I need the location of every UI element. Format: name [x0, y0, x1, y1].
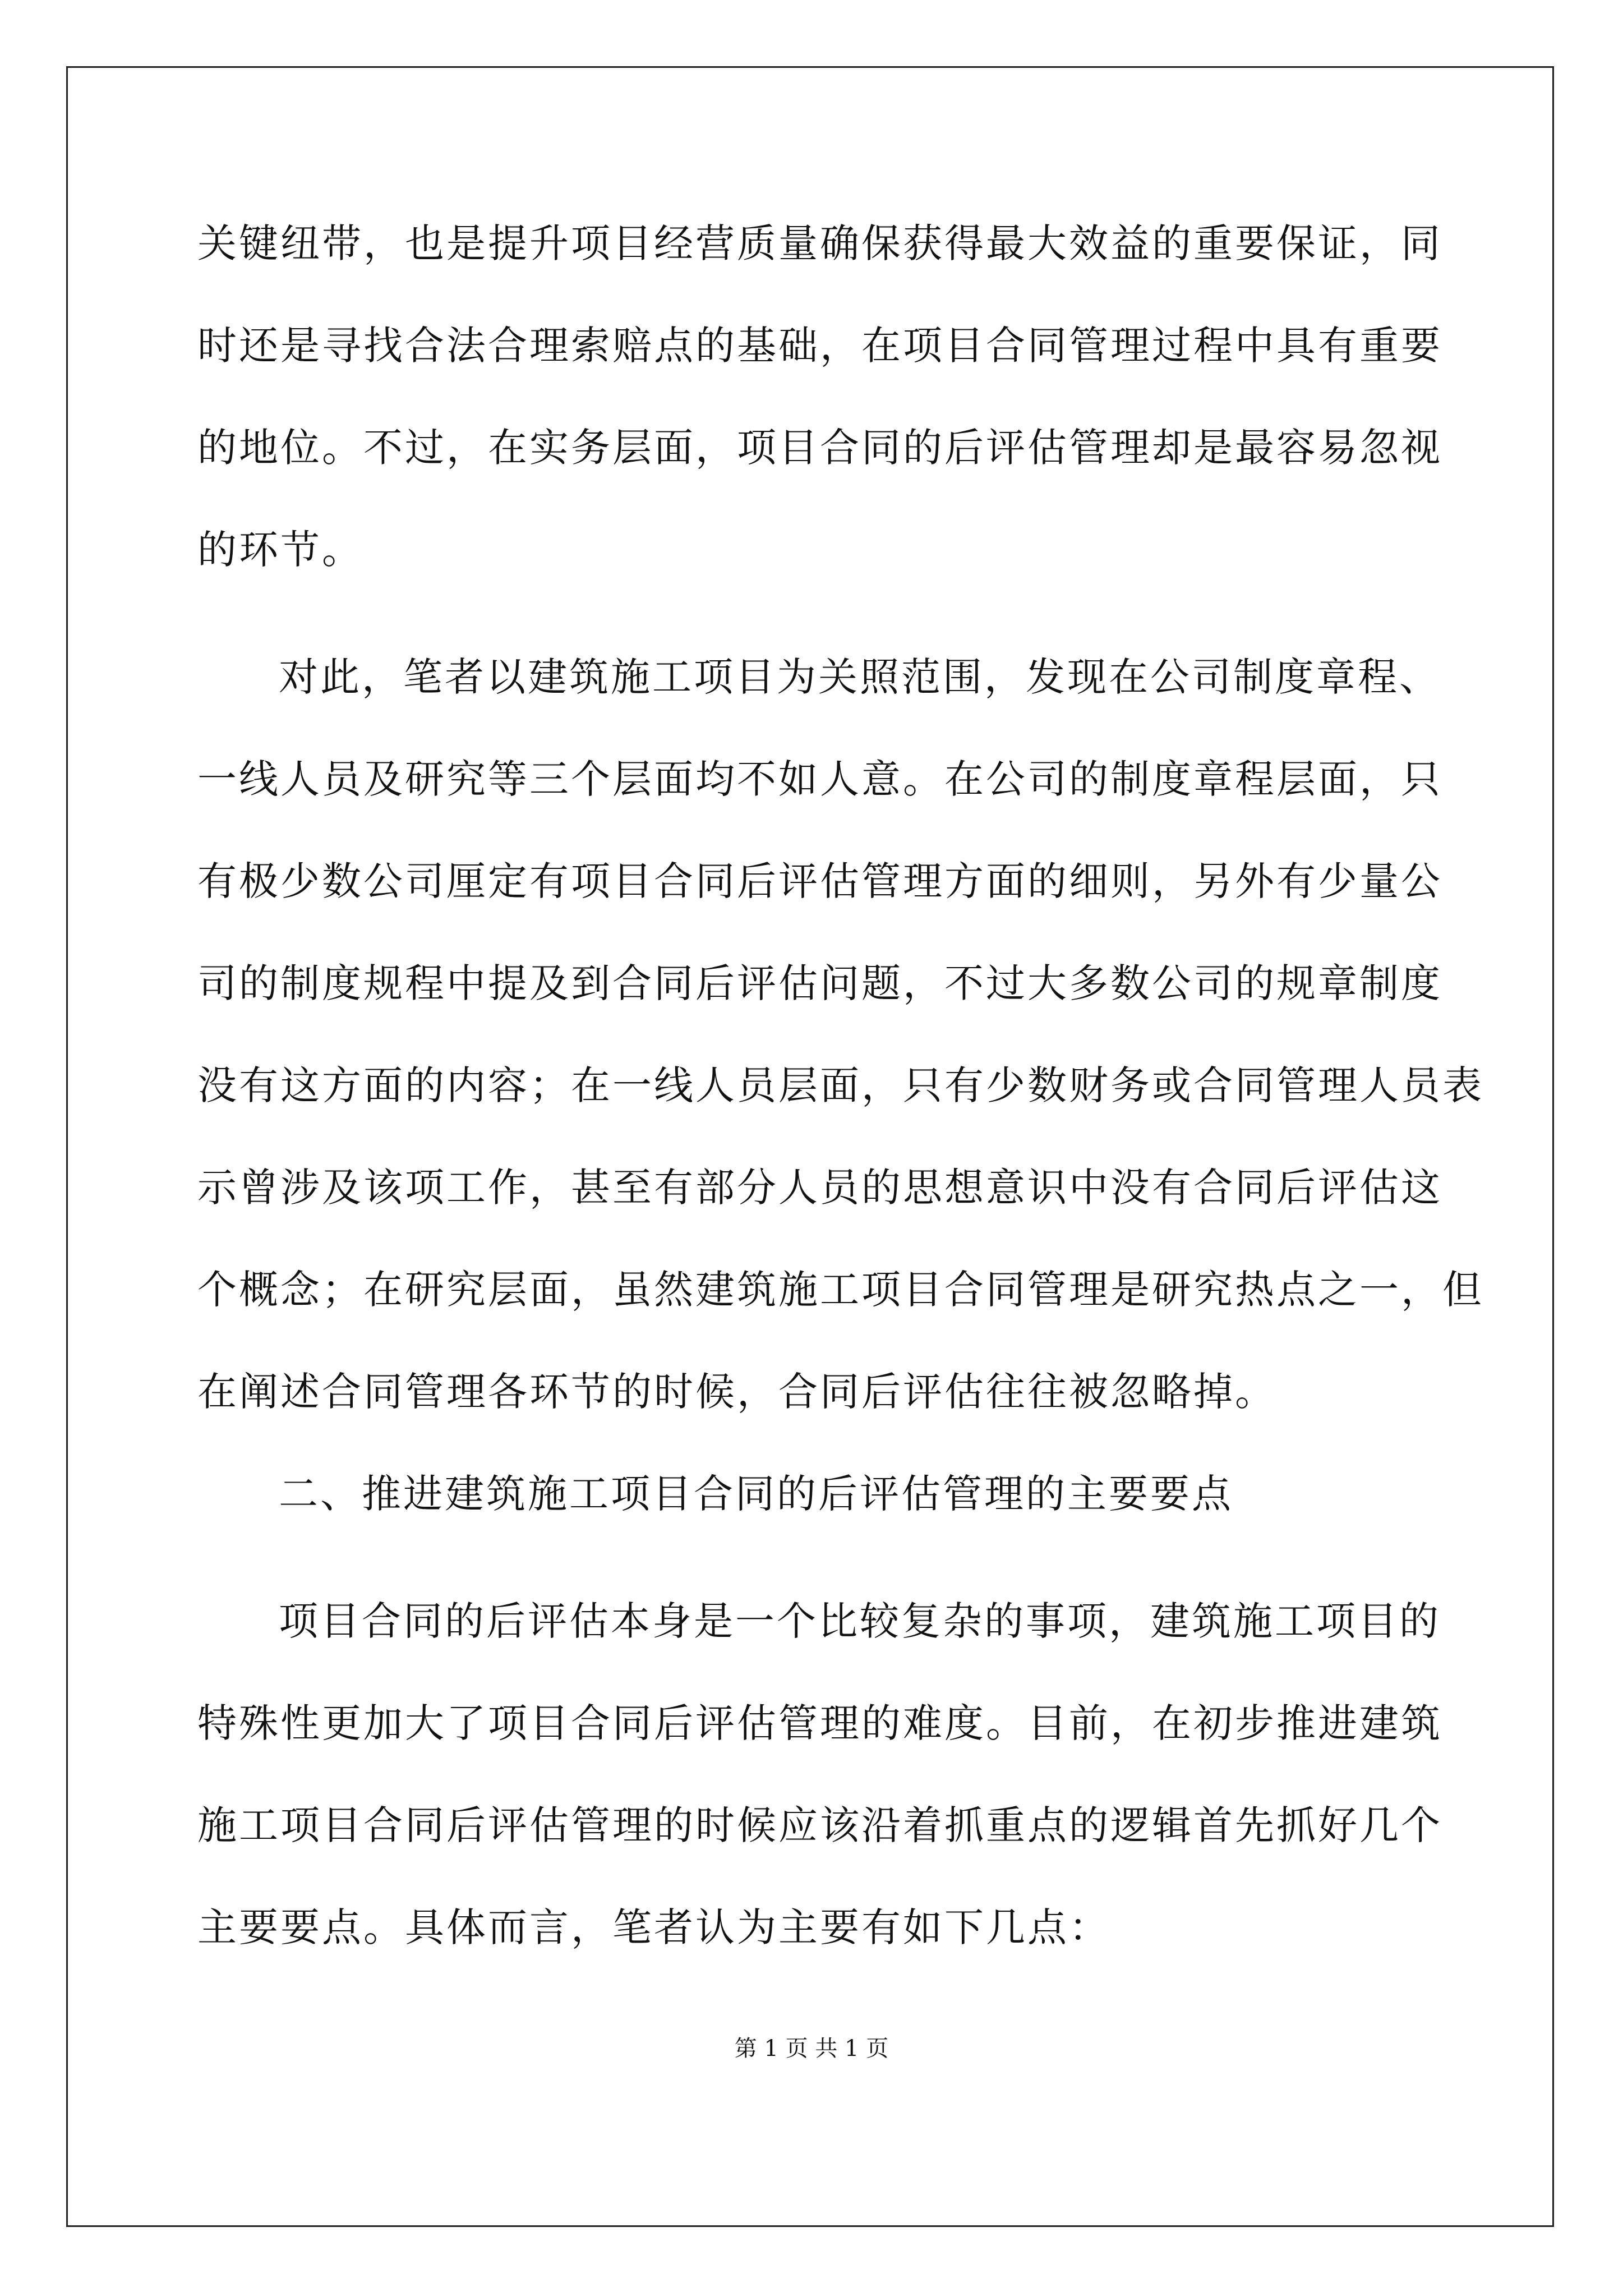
paragraph-3-line-2: 特殊性更加大了项目合同后评估管理的难度。目前，在初步推进建筑	[197, 1700, 1442, 1746]
paragraph-2-line-3: 有极少数公司厘定有项目合同后评估管理方面的细则，另外有少量公	[197, 858, 1442, 904]
page-footer: 第 1 页 共 1 页	[734, 2036, 889, 2062]
paragraph-2-line-7: 个概念；在研究层面，虽然建筑施工项目合同管理是研究热点之一，但	[197, 1267, 1484, 1313]
paragraph-2-line-1: 对此，笔者以建筑施工项目为关照范围，发现在公司制度章程、	[279, 654, 1441, 700]
paragraph-3-line-4: 主要要点。具体而言，笔者认为主要有如下几点：	[197, 1904, 1110, 1950]
paragraph-1-line-3: 的地位。不过，在实务层面，项目合同的后评估管理却是最容易忽视	[197, 425, 1442, 471]
paragraph-3-line-1: 项目合同的后评估本身是一个比较复杂的事项，建筑施工项目的	[279, 1598, 1441, 1644]
paragraph-1-line-1: 关键纽带，也是提升项目经营质量确保获得最大效益的重要保证，同	[197, 220, 1442, 266]
paragraph-1-line-4: 的环节。	[197, 527, 363, 573]
paragraph-2-line-8: 在阐述合同管理各环节的时候，合同后评估往往被忽略掉。	[197, 1369, 1276, 1415]
paragraph-2-line-4: 司的制度规程中提及到合同后评估问题，不过大多数公司的规章制度	[197, 960, 1442, 1006]
paragraph-2-line-2: 一线人员及研究等三个层面均不如人意。在公司的制度章程层面，只	[197, 756, 1442, 802]
paragraph-3-line-3: 施工项目合同后评估管理的时候应该沿着抓重点的逻辑首先抓好几个	[197, 1802, 1442, 1848]
paragraph-2-line-6: 示曾涉及该项工作，甚至有部分人员的思想意识中没有合同后评估这	[197, 1165, 1442, 1211]
paragraph-1-line-2: 时还是寻找合法合理索赔点的基础，在项目合同管理过程中具有重要	[197, 323, 1442, 369]
paragraph-2-line-5: 没有这方面的内容；在一线人员层面，只有少数财务或合同管理人员表	[197, 1062, 1484, 1108]
section-heading: 二、推进建筑施工项目合同的后评估管理的主要要点	[279, 1471, 1233, 1517]
